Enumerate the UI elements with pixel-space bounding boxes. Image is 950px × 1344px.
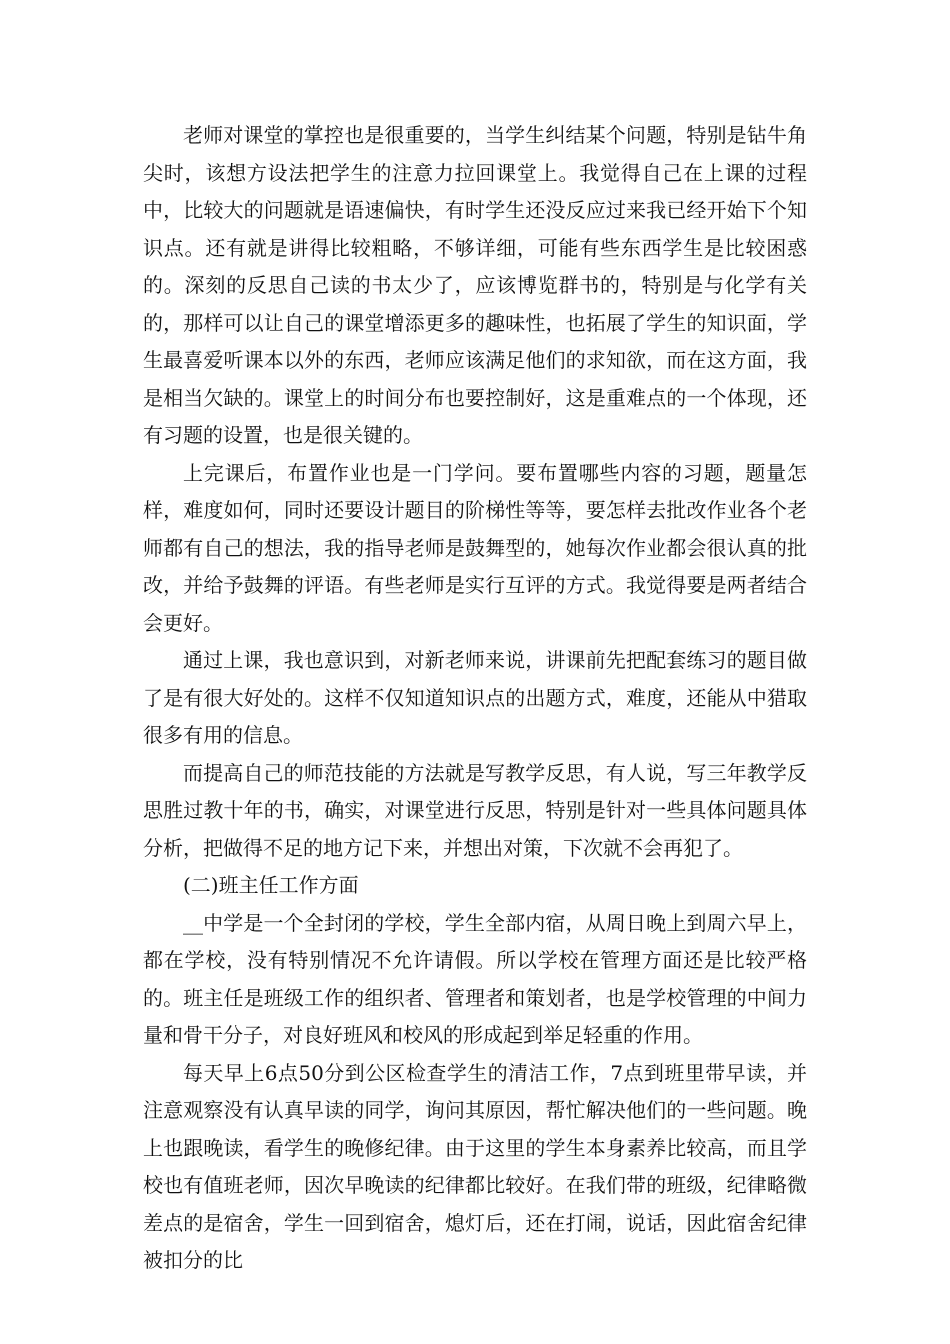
paragraph-daily-routine: 每天早上6点50分到公区检查学生的清洁工作，7点到班里带早读，并注意观察没有认真早读的同学，询问其原因，帮忙解决他们的一些问题。晚上也跟晚读，看学生的晚修纪律。由于这里的学生本身素养比较高，而且学校也有值班老师，因次早晚读的纪律都比较好。在我们带的班级，纪律略微差点的是宿舍，学生一回到宿舍，熄灯后，还在打闹，说话，因此宿舍纪律被扣分的比 [143, 1060, 807, 1272]
paragraph-teaching-reflection: 而提高自己的师范技能的方法就是写教学反思，有人说，写三年教学反思胜过教十年的书，确实，对课堂进行反思，特别是针对一些具体问题具体分析，把做得不足的地方记下来，并想出对策，下次就不会再犯了。 [143, 760, 807, 860]
document-body [143, 117, 807, 1280]
paragraph-homework: 上完课后，布置作业也是一门学问。要布置哪些内容的习题，题量怎样，难度如何，同时还要设计题目的阶梯性等等，要怎样去批改作业各个老师都有自己的想法，我的指导老师是鼓舞型的，她每次作业都会很认真的批改，并给予鼓舞的评语。有些老师是实行互评的方式。我觉得要是两者结合会更好。 [143, 460, 807, 635]
paragraph-exercise-prep: 通过上课，我也意识到，对新老师来说，讲课前先把配套练习的题目做了是有很大好处的。这样不仅知道知识点的出题方式，难度，还能从中猎取很多有用的信息。 [143, 648, 807, 747]
paragraph-classroom-control: 老师对课堂的掌控也是很重要的，当学生纠结某个问题，特别是钻牛角尖时，该想方设法把学生的注意力拉回课堂上。我觉得自己在上课的过程中，比较大的问题就是语速偏快，有时学生还没反应过来我已经开始下个知识点。还有就是讲得比较粗略，不够详细，可能有些东西学生是比较困惑的。深刻的反思自己读的书太少了，应该博览群书的，特别是与化学有关的，那样可以让自己的课堂增添更多的趣味性，也拓展了学生的知识面，学生最喜爱听课本以外的东西，老师应该满足他们的求知欲，而在这方面，我是相当欠缺的。课堂上的时间分布也要控制好，这是重难点的一个体现，还有习题的设置，也是很关键的。 [143, 123, 807, 447]
paragraph-school-intro: __中学是一个全封闭的学校，学生全部内宿，从周日晚上到周六早上，都在学校，没有特别情况不允许请假。所以学校在管理方面还是比较严格的。班主任是班级工作的组织者、管理者和策划者，也是学校管理的中间力量和骨干分子，对良好班风和校风的形成起到举足轻重的作用。 [143, 910, 807, 1047]
section-heading: (二)班主任工作方面 [183, 873, 359, 897]
